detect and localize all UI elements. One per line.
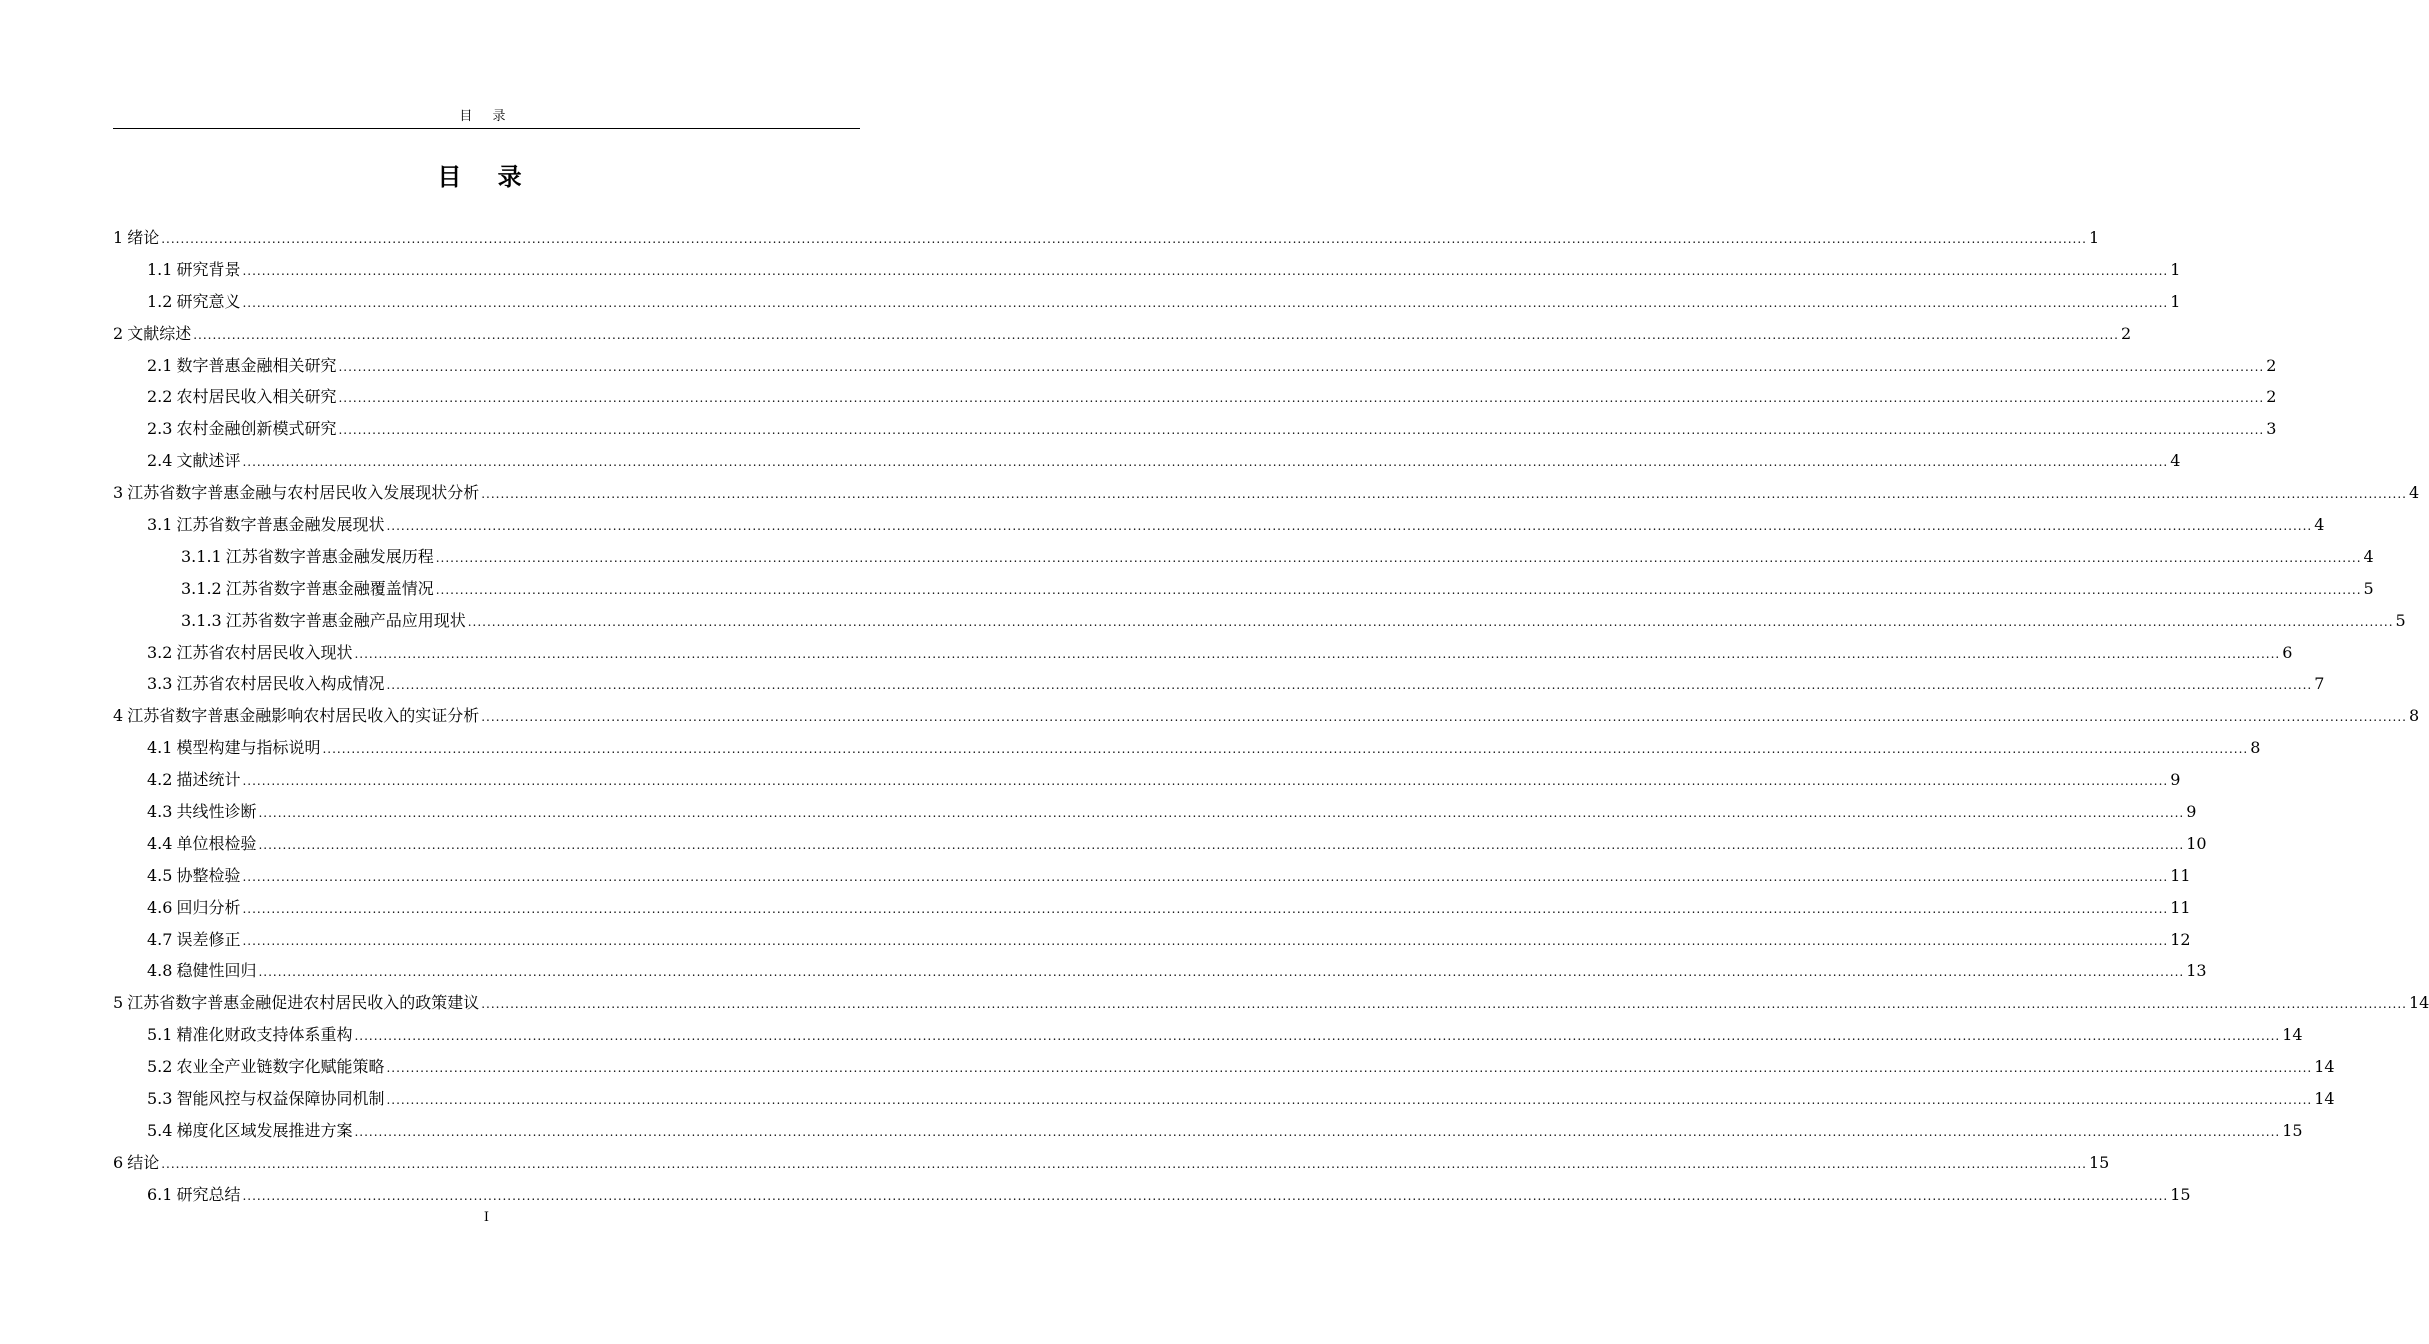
toc-entry[interactable]	[113, 509, 2325, 541]
toc-dot-leader: ................................................................................................................................................................................................................................................................................................................................................................................................................	[354, 646, 2281, 661]
toc-entry-title: 绪论	[127, 228, 160, 247]
toc-entry-page: 1	[2170, 291, 2181, 311]
toc-entry-number: 3.1.1	[181, 546, 222, 566]
toc-entry-page: 9	[2186, 802, 2197, 822]
toc-entry-page: 11	[2170, 897, 2191, 917]
toc-dot-leader: ................................................................................................................................................................................................................................................................................................................................................................................................................	[242, 455, 2169, 470]
toc-entry-number: 3.2	[147, 642, 173, 662]
toc-entry-label	[147, 637, 352, 669]
toc-entry-number: 3.1	[147, 515, 173, 535]
toc-entry-page: 11	[2170, 865, 2191, 885]
toc-entry-label	[113, 700, 479, 732]
toc-entry-label	[147, 350, 336, 382]
toc-entry-number: 5.4	[147, 1120, 173, 1140]
toc-dot-leader: ................................................................................................................................................................................................................................................................................................................................................................................................................	[161, 1156, 2087, 1171]
toc-entry-label	[147, 286, 240, 318]
toc-entry[interactable]	[113, 413, 2277, 445]
toc-dot-leader: ................................................................................................................................................................................................................................................................................................................................................................................................................	[258, 965, 2185, 980]
toc-entry-page: 5	[2395, 610, 2406, 630]
toc-entry-number: 2.1	[147, 355, 173, 375]
toc-entry-title: 江苏省数字普惠金融覆盖情况	[225, 578, 434, 598]
toc-entry-number: 6.1	[147, 1184, 173, 1204]
toc-entry-number: 3	[113, 483, 124, 503]
toc-dot-leader: ................................................................................................................................................................................................................................................................................................................................................................................................................	[193, 327, 2119, 342]
toc-dot-leader: ................................................................................................................................................................................................................................................................................................................................................................................................................	[242, 774, 2169, 789]
toc-entry-label	[147, 413, 336, 445]
toc-dot-leader: ................................................................................................................................................................................................................................................................................................................................................................................................................	[242, 869, 2169, 884]
toc-entry[interactable]	[113, 764, 2181, 796]
toc-entry-number: 1.1	[147, 259, 173, 279]
toc-entry[interactable]	[113, 860, 2191, 892]
toc-entry-title: 农业全产业链数字化赋能策略	[176, 1057, 385, 1077]
toc-entry[interactable]	[113, 987, 2429, 1019]
toc-entry[interactable]	[113, 1083, 2335, 1115]
toc-dot-leader: ................................................................................................................................................................................................................................................................................................................................................................................................................	[258, 837, 2185, 852]
toc-entry-label	[147, 254, 240, 286]
toc-entry-label	[181, 573, 434, 605]
toc-entry-title: 稳健性回归	[176, 961, 257, 981]
toc-entry-number: 2	[113, 323, 124, 343]
toc-entry[interactable]	[113, 924, 2191, 956]
toc-entry-page: 14	[2314, 1057, 2335, 1077]
toc-dot-leader: ................................................................................................................................................................................................................................................................................................................................................................................................................	[338, 391, 2265, 406]
toc-dot-leader: ................................................................................................................................................................................................................................................................................................................................................................................................................	[322, 742, 2249, 757]
toc-entry-title: 江苏省数字普惠金融发展历程	[225, 546, 434, 566]
toc-entry-title: 研究背景	[176, 259, 241, 279]
toc-entry-title: 文献述评	[176, 451, 241, 471]
toc-entry-label	[147, 381, 336, 413]
toc-entry-title: 研究总结	[176, 1184, 241, 1204]
toc-entry-page: 2	[2266, 387, 2277, 407]
toc-entry-page: 8	[2250, 738, 2261, 758]
toc-dot-leader: ................................................................................................................................................................................................................................................................................................................................................................................................................	[338, 359, 2265, 374]
toc-entry[interactable]	[113, 381, 2277, 413]
toc-entry-page: 6	[2282, 642, 2293, 662]
toc-entry-number: 4.4	[147, 833, 173, 853]
toc-entry-label	[147, 1051, 384, 1083]
toc-entry[interactable]	[113, 1115, 2303, 1147]
toc-entry-page: 14	[2408, 993, 2429, 1013]
toc-entry-title: 江苏省数字普惠金融影响农村居民收入的实证分析	[127, 706, 480, 726]
toc-entry-title: 数字普惠金融相关研究	[176, 355, 337, 375]
toc-dot-leader: ................................................................................................................................................................................................................................................................................................................................................................................................................	[481, 487, 2407, 502]
toc-dot-leader: ................................................................................................................................................................................................................................................................................................................................................................................................................	[242, 263, 2169, 278]
toc-entry-number: 4	[113, 706, 124, 726]
toc-dot-leader: ................................................................................................................................................................................................................................................................................................................................................................................................................	[161, 232, 2087, 246]
toc-entry[interactable]	[113, 955, 2207, 987]
toc-entry[interactable]	[113, 1147, 2110, 1179]
toc-entry-page: 5	[2363, 578, 2374, 598]
toc-entry[interactable]	[113, 541, 2374, 573]
toc-entry-number: 2.2	[147, 387, 173, 407]
toc-dot-leader: ................................................................................................................................................................................................................................................................................................................................................................................................................	[338, 423, 2265, 438]
toc-entry[interactable]	[113, 477, 2420, 509]
toc-entry[interactable]	[113, 700, 2420, 732]
toc-entry-label	[147, 445, 240, 477]
toc-entry-number: 4.1	[147, 738, 173, 758]
toc-dot-leader: ................................................................................................................................................................................................................................................................................................................................................................................................................	[386, 678, 2313, 693]
toc-entry-title: 共线性诊断	[176, 802, 257, 822]
toc-entry-label	[181, 541, 434, 573]
toc-entry-title: 结论	[127, 1152, 160, 1172]
toc-dot-leader: ................................................................................................................................................................................................................................................................................................................................................................................................................	[467, 614, 2394, 629]
toc-entry-label	[113, 987, 479, 1019]
toc-entry-title: 江苏省数字普惠金融与农村居民收入发展现状分析	[127, 483, 480, 503]
toc-entry-label	[147, 892, 240, 924]
toc-entry[interactable]	[113, 286, 2181, 318]
toc-entry-page: 9	[2170, 770, 2181, 790]
toc-dot-leader: ................................................................................................................................................................................................................................................................................................................................................................................................................	[242, 901, 2169, 916]
toc-entry-title: 江苏省数字普惠金融发展现状	[176, 515, 385, 535]
toc-entry-label	[113, 318, 191, 350]
toc-entry-page: 4	[2314, 515, 2325, 535]
toc-entry-page: 1	[2170, 259, 2181, 279]
toc-entry[interactable]	[113, 668, 2325, 700]
toc-entry-page: 2	[2120, 323, 2132, 343]
toc-dot-leader: ................................................................................................................................................................................................................................................................................................................................................................................................................	[354, 1124, 2281, 1139]
toc-entry-page: 3	[2266, 419, 2277, 439]
running-header: 目 录	[459, 109, 514, 124]
toc-entry-number: 2.4	[147, 451, 173, 471]
toc-entry-title: 精准化财政支持体系重构	[176, 1025, 353, 1045]
toc-entry[interactable]	[113, 732, 2261, 764]
toc-entry-number: 4.5	[147, 865, 173, 885]
toc-dot-leader: ................................................................................................................................................................................................................................................................................................................................................................................................................	[242, 295, 2169, 310]
toc-entry-page: 4	[2408, 483, 2420, 503]
toc-entry[interactable]	[113, 318, 2132, 350]
toc-entry-page: 15	[2170, 1184, 2191, 1204]
toc-entry-page: 4	[2363, 546, 2374, 566]
toc-dot-leader: ................................................................................................................................................................................................................................................................................................................................................................................................................	[386, 1061, 2313, 1076]
toc-entry-number: 3.3	[147, 674, 173, 694]
toc-entry-number: 5	[113, 993, 124, 1013]
toc-entry-number: 2.3	[147, 419, 173, 439]
toc-entry[interactable]	[113, 1179, 2191, 1211]
toc-entry-number: 3.1.3	[181, 610, 222, 630]
toc-list	[113, 222, 2429, 1211]
toc-entry-label	[147, 1115, 352, 1147]
toc-entry-label	[181, 605, 466, 637]
toc-entry-number: 5.2	[147, 1057, 173, 1077]
toc-entry-number: 3.1.2	[181, 578, 222, 598]
toc-entry-page: 14	[2282, 1025, 2303, 1045]
toc-entry-number: 4.8	[147, 961, 173, 981]
toc-entry-page: 15	[2282, 1120, 2303, 1140]
toc-entry-label	[147, 1179, 240, 1211]
toc-entry-title: 江苏省农村居民收入构成情况	[176, 674, 385, 694]
toc-entry-page: 12	[2170, 929, 2191, 949]
toc-entry[interactable]	[113, 605, 2406, 637]
toc-entry-page: 2	[2266, 355, 2277, 375]
toc-dot-leader: ................................................................................................................................................................................................................................................................................................................................................................................................................	[481, 997, 2407, 1012]
toc-dot-leader: ................................................................................................................................................................................................................................................................................................................................................................................................................	[481, 710, 2407, 725]
toc-entry[interactable]	[113, 573, 2374, 605]
toc-entry-page: 4	[2170, 451, 2181, 471]
toc-entry-title: 智能风控与权益保障协同机制	[176, 1089, 385, 1109]
toc-entry-page: 7	[2314, 674, 2325, 694]
toc-entry-title: 农村居民收入相关研究	[176, 387, 337, 407]
toc-entry-title: 文献综述	[127, 323, 192, 343]
toc-entry[interactable]	[113, 445, 2181, 477]
toc-entry[interactable]	[113, 796, 2197, 828]
toc-entry-label	[113, 1147, 159, 1179]
toc-entry-number: 4.3	[147, 802, 173, 822]
toc-entry-title: 模型构建与指标说明	[176, 738, 321, 758]
toc-entry-page: 14	[2314, 1089, 2335, 1109]
toc-entry-label	[147, 764, 240, 796]
toc-entry-number: 1	[113, 228, 124, 247]
toc-entry-number: 5.1	[147, 1025, 173, 1045]
toc-entry-page: 1	[2088, 228, 2100, 247]
toc-entry-label	[147, 828, 256, 860]
toc-entry-label	[147, 1019, 352, 1051]
toc-entry[interactable]	[113, 254, 2181, 286]
toc-entry-number: 1.2	[147, 291, 173, 311]
toc-entry-label	[147, 955, 256, 987]
toc-entry-label	[147, 668, 384, 700]
toc-entry[interactable]	[113, 1051, 2335, 1083]
toc-entry[interactable]	[113, 222, 2100, 254]
page-number: I	[483, 1210, 490, 1225]
toc-entry-number: 4.2	[147, 770, 173, 790]
toc-entry-title: 江苏省数字普惠金融产品应用现状	[225, 610, 466, 630]
toc-entry-title: 回归分析	[176, 897, 241, 917]
toc-entry-number: 5.3	[147, 1089, 173, 1109]
toc-entry-label	[147, 509, 384, 541]
toc-dot-leader: ................................................................................................................................................................................................................................................................................................................................................................................................................	[435, 550, 2362, 565]
toc-entry-title: 误差修正	[176, 929, 241, 949]
toc-entry-label	[147, 860, 240, 892]
toc-dot-leader: ................................................................................................................................................................................................................................................................................................................................................................................................................	[242, 933, 2169, 948]
toc-entry-label	[147, 732, 320, 764]
toc-dot-leader: ................................................................................................................................................................................................................................................................................................................................................................................................................	[242, 1188, 2169, 1203]
toc-dot-leader: ................................................................................................................................................................................................................................................................................................................................................................................................................	[354, 1029, 2281, 1044]
toc-entry-title: 单位根检验	[176, 833, 257, 853]
header-rule	[113, 128, 860, 129]
toc-entry-label	[147, 924, 240, 956]
toc-entry[interactable]	[113, 1019, 2303, 1051]
toc-entry[interactable]	[113, 350, 2277, 382]
toc-entry-label	[113, 222, 159, 254]
toc-entry-title: 江苏省数字普惠金融促进农村居民收入的政策建议	[127, 993, 480, 1013]
toc-entry[interactable]	[113, 828, 2207, 860]
toc-entry-page: 8	[2408, 706, 2420, 726]
toc-dot-leader: ................................................................................................................................................................................................................................................................................................................................................................................................................	[386, 519, 2313, 534]
toc-entry-title: 协整检验	[176, 865, 241, 885]
toc-entry-title: 江苏省农村居民收入现状	[176, 642, 353, 662]
toc-entry-title: 农村金融创新模式研究	[176, 419, 337, 439]
toc-entry-page: 15	[2088, 1152, 2110, 1172]
toc-entry-label	[147, 796, 256, 828]
toc-entry[interactable]	[113, 637, 2293, 669]
toc-entry-label	[147, 1083, 384, 1115]
toc-entry-title: 梯度化区域发展推进方案	[176, 1120, 353, 1140]
toc-entry-title: 研究意义	[176, 291, 241, 311]
toc-entry-page: 10	[2186, 833, 2207, 853]
toc-dot-leader: ................................................................................................................................................................................................................................................................................................................................................................................................................	[386, 1093, 2313, 1108]
toc-entry-number: 4.7	[147, 929, 173, 949]
toc-dot-leader: ................................................................................................................................................................................................................................................................................................................................................................................................................	[258, 806, 2185, 821]
toc-title: 目 录	[437, 163, 536, 191]
toc-entry-label	[113, 477, 479, 509]
toc-entry-title: 描述统计	[176, 770, 241, 790]
toc-entry[interactable]	[113, 892, 2191, 924]
toc-entry-number: 4.6	[147, 897, 173, 917]
toc-entry-number: 6	[113, 1152, 124, 1172]
toc-entry-page: 13	[2186, 961, 2207, 981]
toc-dot-leader: ................................................................................................................................................................................................................................................................................................................................................................................................................	[435, 582, 2362, 597]
